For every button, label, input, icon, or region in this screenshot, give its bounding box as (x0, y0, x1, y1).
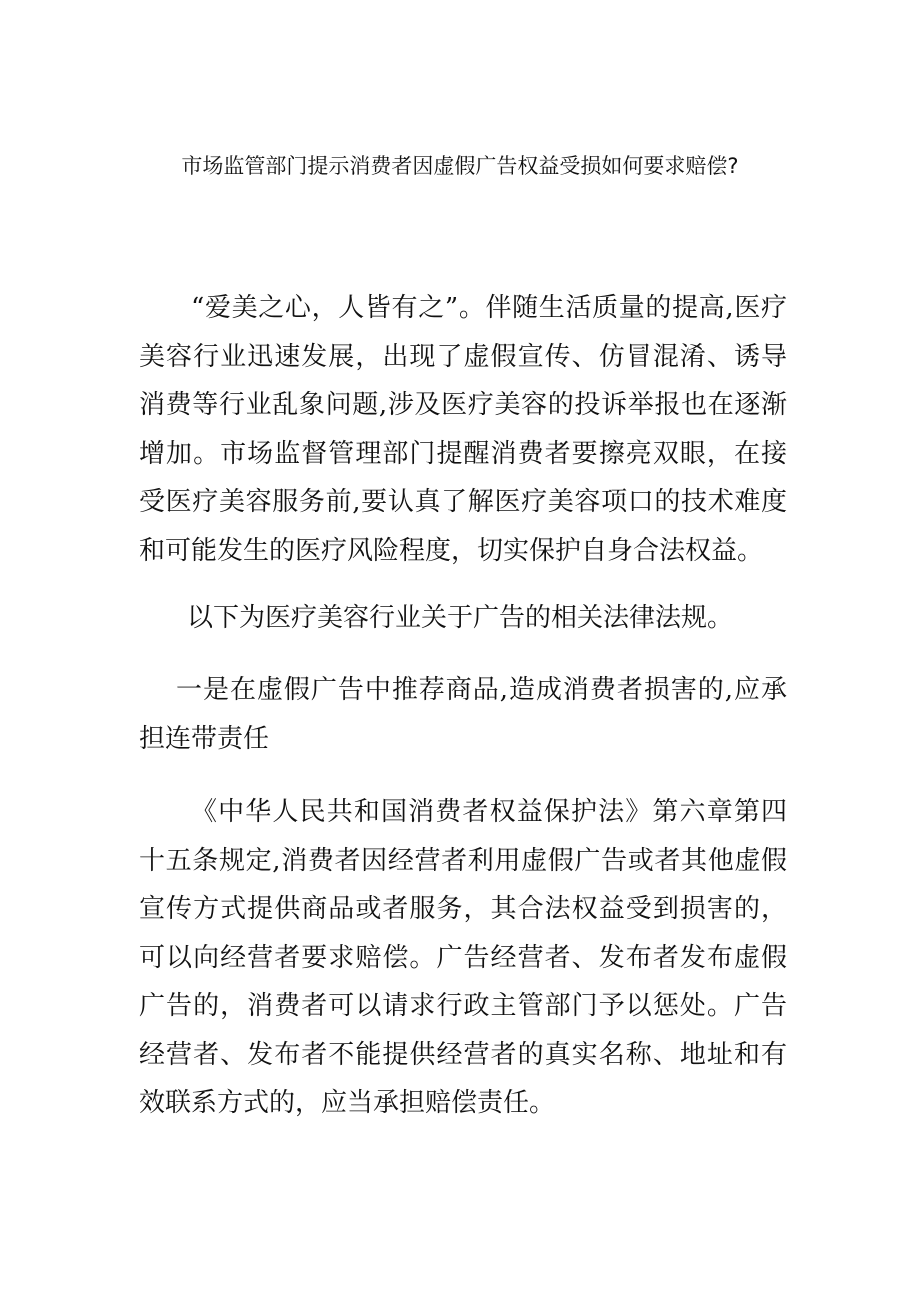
paragraph-intro: “爱美之心，人皆有之”。伴随生活质量的提高,医疗美容行业迅速发展，出现了虚假宣传、仿冒混淆、诱导消费等行业乱象问题,涉及医疗美容的投诉举报也在逐渐增加。市场监督管理部门提醒消费者要擦亮双眼，在接受医疗美容服务前,要认真了解医疗美容项口的技术难度和可能发生的医疗风险程度，切实保护自身合法权益。 (139, 293, 787, 566)
document-title: 市场监管部门提示消费者因虚假广告权益受损如何要求赔偿? (181, 154, 739, 178)
paragraph-law-article: 《中华人民共和国消费者权益保护法》第六章第四十五条规定,消费者因经营者利用虚假广告或者其他虚假宣传方式提供商品或者服务，其合法权益受到损害的，可以向经营者要求赔偿。广告经营者、发布者发布虚假广告的，消费者可以请求行政主管部门予以惩处。广告经营者、发布者不能提供经营者的真实名称、地址和有效联系方式的，应当承担赔偿责任。 (139, 797, 787, 1118)
paragraph-regulations-intro: 以下为医疗美容行业关于广告的相关法律法规。 (187, 603, 734, 633)
paragraph-section-heading: 一是在虚假广告中推荐商品,造成消费者损害的,应承担连带责任 (139, 675, 787, 754)
